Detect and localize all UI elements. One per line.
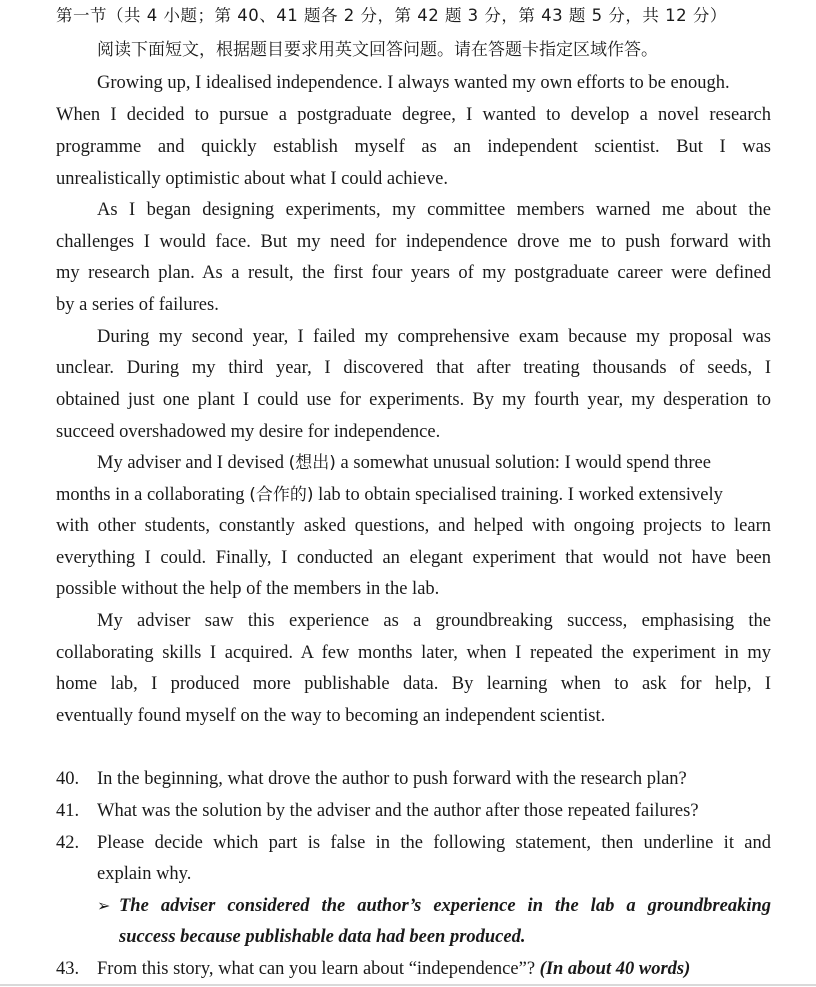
passage-p3-line4: succeed overshadowed my desire for independence.	[56, 422, 441, 442]
passage-p1-line4: unrealistically optimistic about what I could achieve.	[56, 169, 448, 189]
question-40-text: In the beginning, what drove the author to push forward with the research plan?	[97, 769, 687, 789]
question-42-number: 42.	[56, 833, 80, 853]
bullet-arrow-icon: ➢	[97, 896, 111, 915]
passage-p4-line1	[97, 451, 711, 475]
passage-p4-line2-c: lab to obtain specialised training. I worked extensively	[318, 485, 723, 505]
passage-p5-line2: collaborating skills I acquired. A few months later, when I repeated the experiment in my	[56, 643, 771, 663]
passage-p4-line4: everything I could. Finally, I conducted an elegant experiment that would not have been	[56, 548, 771, 568]
passage-p4-line3: with other students, constantly asked questions, and helped with ongoing projects to learn	[56, 516, 771, 536]
instructions: 阅读下面短文，根据题目要求用英文回答问题。请在答题卡指定区域作答。	[97, 40, 658, 60]
passage-p2-line3: my research plan. As a result, the first four years of my postgraduate career were defined	[56, 263, 771, 283]
bottom-divider	[0, 984, 816, 986]
question-42-line1: Please decide which part is false in the following statement, then underline it and	[97, 833, 771, 853]
passage-p4-line2	[56, 483, 723, 507]
question-40-number: 40.	[56, 769, 80, 789]
passage-p1-line1: Growing up, I idealised independence. I always wanted my own efforts to be enough.	[97, 73, 730, 93]
gloss-hezuode: (合作的)	[249, 485, 314, 505]
passage-p3-line1: During my second year, I failed my comprehensive exam because my proposal was	[97, 327, 771, 347]
passage-p5-line3: home lab, I produced more publishable data. By learning when to ask for help, I	[56, 674, 771, 694]
passage-p4-line1-a: My adviser and I devised	[97, 453, 285, 473]
passage-p2-line1: As I began designing experiments, my committee members warned me about the	[97, 200, 771, 220]
question-42-statement-line2: success because publishable data had been produced.	[119, 927, 526, 947]
gloss-xiangchu: (想出)	[288, 453, 336, 473]
question-43-word-limit: (In about 40 words)	[539, 959, 691, 979]
question-43-prompt: From this story, what can you learn about “independence”?	[97, 959, 536, 979]
passage-p1-line2: When I decided to pursue a postgraduate degree, I wanted to develop a novel research	[56, 105, 771, 125]
question-41-text: What was the solution by the adviser and the author after those repeated failures?	[97, 801, 699, 821]
passage-p4-line1-c: a somewhat unusual solution: I would spend three	[340, 453, 711, 473]
passage-p2-line4: by a series of failures.	[56, 295, 219, 315]
question-43-number: 43.	[56, 959, 80, 979]
passage-p5-line4: eventually found myself on the way to becoming an independent scientist.	[56, 706, 606, 726]
question-42-statement-line1: The adviser considered the author’s experience in the lab a groundbreaking	[119, 896, 771, 916]
passage-p4-line2-a: months in a collaborating	[56, 485, 245, 505]
passage-p2-line2: challenges I would face. But my need for independence drove me to push forward with	[56, 232, 771, 252]
passage-p1-line3: programme and quickly establish myself as an independent scientist. But I was	[56, 137, 771, 157]
question-43-text	[97, 957, 690, 981]
passage-p4-line5: possible without the help of the members in the lab.	[56, 579, 440, 599]
passage-p3-line2: unclear. During my third year, I discovered that after treating thousands of seeds, I	[56, 358, 771, 378]
question-41-number: 41.	[56, 801, 80, 821]
passage-p5-line1: My adviser saw this experience as a groundbreaking success, emphasising the	[97, 611, 771, 631]
question-42-line2: explain why.	[97, 864, 192, 884]
passage-p3-line3: obtained just one plant I could use for experiments. By my fourth year, my desperation to	[56, 390, 771, 410]
section-header: 第一节（共 4 小题；第 40、41 题各 2 分，第 42 题 3 分，第 43 题 5 分，共 12 分）	[56, 6, 727, 25]
